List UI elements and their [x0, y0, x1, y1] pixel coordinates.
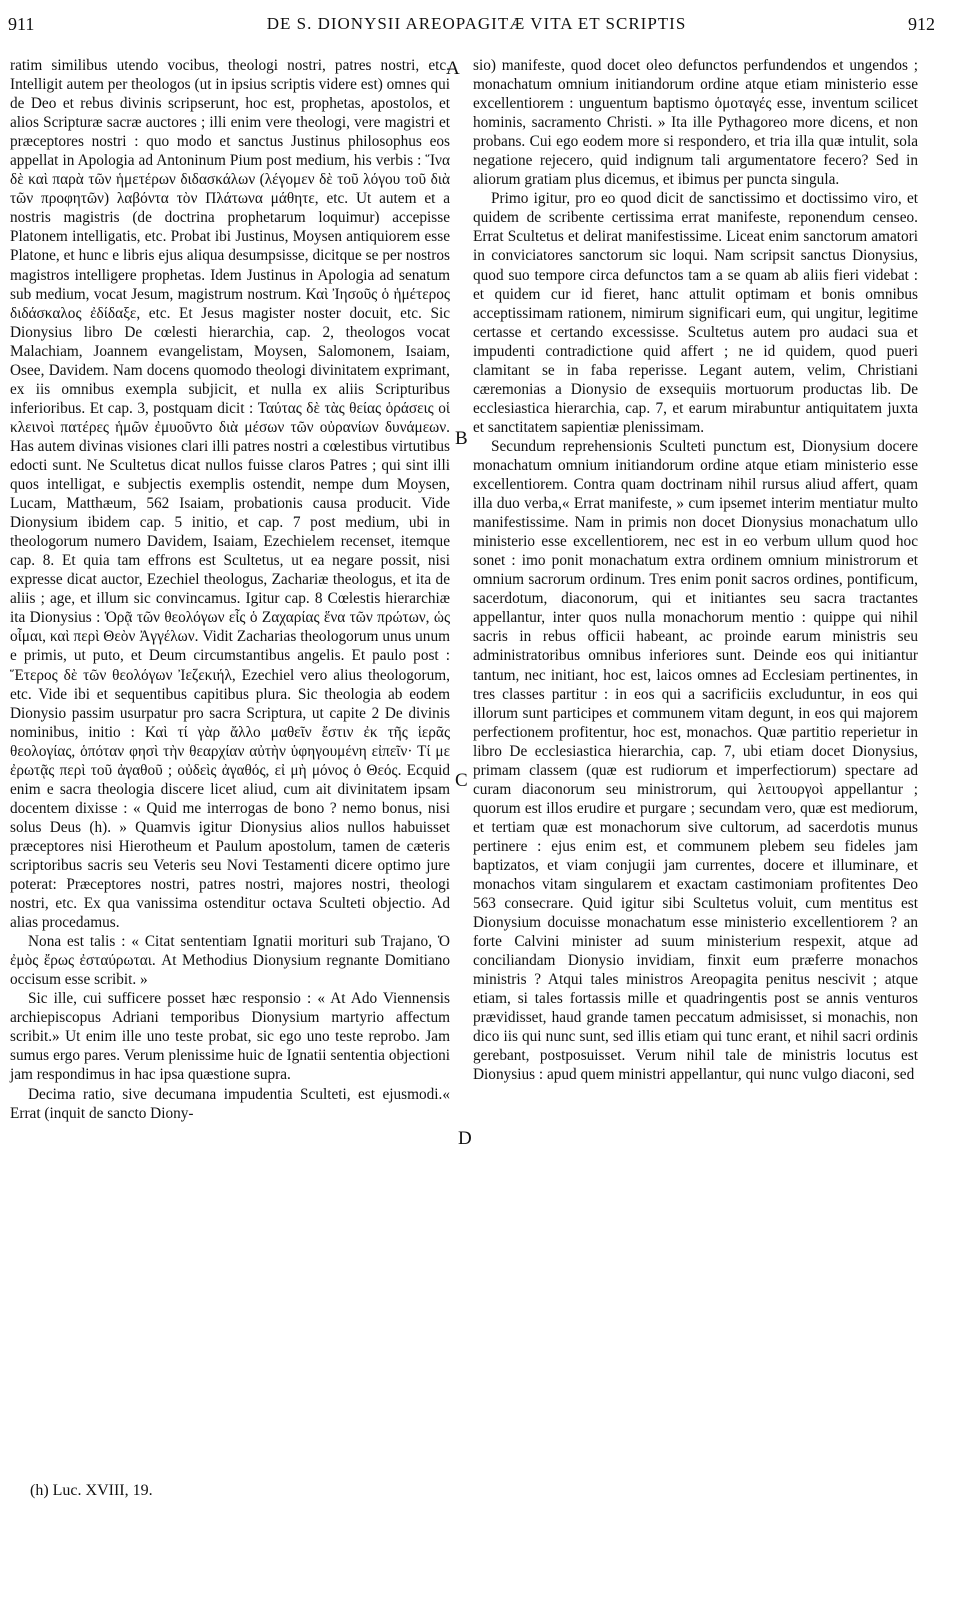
- right-paragraph: Secundum reprehensionis Sculteti punctum est, Dionysium docere monachatum omnium initiandorum ordine atque etiam ministerio esse excellentiorem. Contra quam doctrinam nihil rursus aliud affert, quam illa duo verba,« Errat manifeste, » cum ipsemet interim mentiatur multo manifestissime. Nam in primis non docet Dionysius monachatum ullo ministerio esse excellentiorem, nec est in eo verbum ullum quod hoc sonet : imo ponit monachatum extra ordinem omnium ministrorum et omnium sacrorum ordinum. Tres enim ponit sacros ordines, pontificum, sacerdotum, diaconorum, qui et initiantes seu sacra tractantes appellantur, inter quos nulla monachorum mentio : quippe qui nihil sacris in rebus officii habeant, ac proinde earum ministris seu administratoribus omnibus inferiores sunt. Deinde eos qui initiantur tantum, nec initiant, hoc est, laicos omnes ad Ecclesiam pertinentes, in tres classes partitur : in eos qui a sacrificiis excluduntur, in eos qui illorum sunt participes et communem vitam degunt, in eos qui majorem perfectionem profitentur, hoc est, monachos. Quæ partitio reperietur in libro De ecclesiastica hierarchia, cap. 7, ubi etiam docet Dionysius, primam classem (quæ est rudiorum et imperfectiorum) spectare ad curam diaconorum seu ministrorum, qui λειτουργοὶ appellantur ; quorum est illos erudire et purgare ; secundam vero, quæ est mediorum, et tertiam quæ est monachorum sive cultorum, ad sacerdotis munus pertinere : ejus enim est, et communem plebem seu fideles jam baptizatos, et viam conjugii jam currentes, docere et illuminare, et monachos vitam singularem et exactam castimoniam profitentes Deo 563 consecrare. Quid igitur sibi Scultetus voluit, cum mentitus est Dionysium docuisse monachatum esse ministerio excellentiorem ? an forte Calvini minister ad suum ministerium respexit, atque ad conciliandam Dionysio invidiam, finxit eum præferre monachos ministris ? Atqui tales ministros Areopagita penitus nescivit ; atque etiam, si tales fortassis mille et quadringentis post se annis venturos prævidisset, haud grande tamen peccatum admisisset, si monachis, non dico iis qui nunc sunt, sed illis etiam qui tunc erant, et nihil sacri ordinis gerebant, postposuisset. Verum nihil tale de ministris locutus est Dionysius : apud quem ministri appellantur, qui nunc vulgo diaconi, sed: [473, 437, 918, 1084]
- footnote: (h) Luc. XVIII, 19.: [30, 1482, 153, 1499]
- left-paragraph: Decima ratio, sive decumana impudentia Sculteti, est ejusmodi.« Errat (inquit de sancto Diony-: [10, 1085, 450, 1122]
- left-paragraph: ratim similibus utendo vocibus, theologi nostri, patres nostri, etc. Intelligit autem per theologos (ut in ipsius scriptis videre est) omnes qui de Deo et rebus divinis scripserunt, hoc est, prophetas, apostolos, et alios Scripturæ sacræ auctores ; illi enim vere theologi, vere magistri et præceptores nostri : quo modo et sanctus Justinus philosophus eos appellat in Apologia ad Antoninum Pium post medium, his verbis : Ἵνα δὲ καὶ παρὰ τῶν ἡμετέρων διδασκάλων (λέγομεν δὲ τοῦ λόγου τοῦ διὰ τῶν προφητῶν) λαβόντα τὸν Πλάτωνα μάθητε, etc. Ut autem et a nostris magistris (de doctrina prophetarum loquimur) accepisse Platonem intelligatis, etc. Probat ibi Justinus, Moysen antiquiorem esse Platone, et hunc e libris ejus aliqua desumpsisse, dicitque se per nostros magistros intelligere prophetas. Idem Justinus in Apologia ad senatum sub medium, vocat Jesum, magistrum nostrum. Καὶ Ἰησοῦς ὁ ἡμέτερος διδάσκαλος ἐδίδαξε, etc. Et Jesus magister noster docuit, etc. Sic Dionysius libro De cœlesti hierarchia, cap. 2, theologos vocat Malachiam, Joannem evangelistam, Moysen, Salomonem, Isaiam, Osee, Davidem. Nam docens quomodo theologi divinitatem exprimant, ex iis omnibus exempla subjicit, et nulla ex aliis Scripturibus inferioribus. Et cap. 3, postquam dicit : Ταύτας δὲ τὰς θείας ὁράσεις οἱ κλεινοὶ πατέρες ἡμῶν ἐμυοῦντο διὰ μέσων τῶν οὐρανίων δυνάμεων. Has autem divinas visiones clari illi patres nostri a cœlestibus virtutibus edocti sunt. Ne Scultetus dicat nullos fuisse claros Patres ; qui sint illi quos intelligat, e subjectis exemplis ostendit, nempe dum Moysen, Lucam, Matthæum, 562 Isaiam, probationis causa producit. Vide Dionysium ibidem cap. 5 initio, et cap. 7 post medium, ubi in theologorum numero Davidem, Isaiam, Ezechielem recenset, itemque cap. 8. Et quia tam effrons est Scultetus, ut ea negare possit, nisi expresse dicat auctor, Ezechiel theologus, Zachariæ theologus, et ita de aliis ; age, et illum sic convincamus. Igitur cap. 8 Cœlestis hierarchiæ ita Dionysius : Ὁρᾷ τῶν θεολόγων εἷς ὁ Ζαχαρίας ἕνα τῶν πρώτων, ὡς οἶμαι, καὶ περὶ Θεὸν Ἀγγέλων. Vidit Zacharias theologorum unus unum e primis, ut puto, et Deum circumstantibus angelis. Et paulo post : Ἕτερος δὲ τῶν θεολόγων Ἰεζεκιήλ, Ezechiel vero alius theologorum, etc. Vide ibi et sequentibus capitibus plura. Sic theologia ab eodem Dionysio passim usurpatur pro sacra Scriptura, ut capite 2 De divinis nominibus, initio : Καὶ τί γὰρ ἄλλο μαθεῖν ἔστιν ἐκ τῆς ἱερᾶς θεολογίας, ὁπόταν φησὶ τὴν θεαρχίαν αὐτὴν ὑφηγουμένη εἰπεῖν· Τί με ἐρωτᾷς περὶ τοῦ ἀγαθοῦ ; οὐδεὶς ἀγαθός, εἰ μὴ μόνος ὁ Θεός. Ecquid enim e sacra theologia discere licet aliud, cum ait divinitatem ipsam docentem dixisse : « Quid me interrogas de bono ? nemo bonus, nisi solus Deus (h). » Quamvis igitur Dionysius alios nullos habuisset præceptores nisi Hierotheum et Paulum apostolum, tamen de cæteris scriptoribus sacris seu Veteris seu Novi Testamenti dicere optimo jure poterat: Præceptores nostri, patres nostri, majores nostri, theologi nostri, etc. Ex qua vanissima ostenditur octava Sculteti objectio. Ad alias procedamus.: [10, 57, 450, 932]
- left-column: [10, 56, 450, 1123]
- left-paragraph: Sic ille, cui sufficere posset hæc responsio : « At Ado Viennensis archiepiscopus Adriani temporibus Dionysium martyrio affectum scribit.» Ut enim ille uno teste probat, sic ego uno teste reprobo. Jam sumus ergo pares. Verum plenissime huic de Ignatii sententia objectioni jam respondimus in hac ipsa quæstione supra.: [10, 990, 450, 1084]
- right-paragraph: sio) manifeste, quod docet oleo defunctos perfundendos et ungendos ; monachatum omnium initiandorum ordine atque etiam ministerio esse excellentiorem : unguentum baptismo ὁμοταγές esse, inventum scilicet hominis, sacramento Christi. » Ita ille Pythagoreo more dicens, et non probans. Cui ego eodem more si respondero, et tria illa quæ intulit, sola negatione rejecero, quid indignum tali argumentatore fecero? Sed in aliorum gratiam plus dicemus, et ibimus per puncta singula.: [473, 57, 918, 189]
- page-number-right: 912: [908, 14, 935, 34]
- left-paragraph: Nona est talis : « Citat sententiam Ignatii morituri sub Trajano, Ὁ ἐμὸς ἔρως ἐσταύρωται. At Methodius Dionysium regnante Domitiano occisum esse scribit. »: [10, 933, 450, 989]
- margin-letter-a: A: [446, 58, 460, 79]
- page-number-left: 911: [8, 14, 35, 34]
- margin-letter-d: D: [458, 1128, 472, 1149]
- margin-letter-b: B: [455, 428, 468, 449]
- right-paragraph: Primo igitur, pro eo quod dicit de sanctissimo et doctissimo viro, et quidem de scribente certissima errat manifeste, reponendum censeo. Errat Scultetus et delirat manifestissime. Liceat enim sanctorum amatori in conviciatores sanctorum sic loqui. Nam scripsit sanctus Dionysius, quod suo tempore circa defunctos tam a se quam ab aliis fieri videbat : et quidem cur id fieret, hanc attulit optimam et bonis omnibus acceptissimam rationem, nimirum significari eum, qui ungitur, legitime certasse et certando excessisse. Scultetus autem pro audaci sua et impudenti contradictione quid affert ; ne id quidem, quod pueri clamitant se in faba reperisse. Legant autem, velim, Christiani cæremonias a Dionysio de exsequiis mortuorum productas lib. De ecclesiastica hierarchia, cap. 7, et earum mirabuntur antiquitatem juxta et sanctitatem sapientiæ plenissimam.: [473, 190, 918, 436]
- running-header: [0, 14, 953, 44]
- margin-letter-c: C: [455, 770, 468, 791]
- running-title: DE S. DIONYSII AREOPAGITÆ VITA ET SCRIPTIS: [266, 14, 687, 33]
- right-column: [473, 56, 918, 1085]
